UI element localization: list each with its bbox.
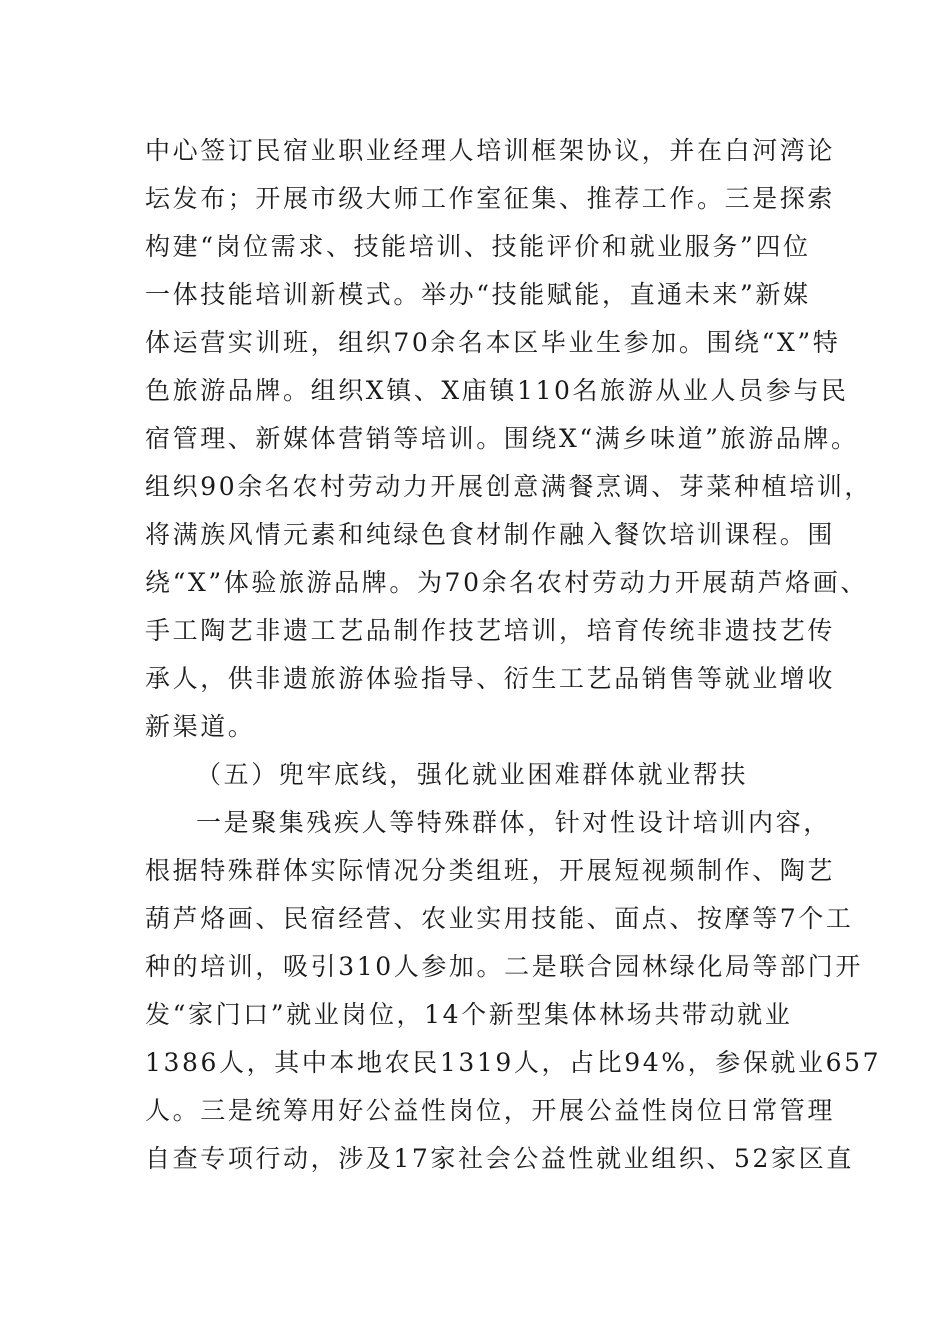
body-text-line: 种的培训，吸引310人参加。二是联合园林绿化局等部门开 bbox=[145, 952, 863, 981]
body-text-line: 宿管理、新媒体营销等培训。围绕X“满乡味道”旅游品牌。 bbox=[145, 424, 859, 453]
body-text-line: 色旅游品牌。组织X镇、X庙镇110名旅游从业人员参与民 bbox=[145, 376, 849, 405]
body-text-line: 将满族风情元素和纯绿色食材制作融入餐饮培训课程。围 bbox=[145, 520, 836, 549]
body-text-line: 自查专项行动，涉及17家社会公益性就业组织、52家区直 bbox=[145, 1144, 854, 1173]
body-text-line: 根据特殊群体实际情况分类组班，开展短视频制作、陶艺 bbox=[145, 856, 836, 885]
body-text-line: 手工陶艺非遗工艺品制作技艺培训，培育传统非遗技艺传 bbox=[145, 616, 836, 645]
body-text-line: 发“家门口”就业岗位，14个新型集体林场共带动就业 bbox=[145, 1000, 793, 1029]
body-text-line: 葫芦烙画、民宿经营、农业实用技能、面点、按摩等7个工 bbox=[145, 904, 854, 933]
body-text-line: 体运营实训班，组织70余名本区毕业生参加。围绕“X”特 bbox=[145, 328, 841, 357]
body-text-line: 一是聚集残疾人等特殊群体，针对性设计培训内容， bbox=[196, 808, 831, 837]
body-text-line: 人。三是统筹用好公益性岗位，开展公益性岗位日常管理 bbox=[145, 1096, 836, 1125]
body-text-line: 构建“岗位需求、技能培训、技能评价和就业服务”四位 bbox=[145, 232, 811, 261]
body-text-line: 承人，供非遗旅游体验指导、衍生工艺品销售等就业增收 bbox=[145, 664, 836, 693]
body-text-line: 绕“X”体验旅游品牌。为70余名农村劳动力开展葫芦烙画、 bbox=[145, 568, 868, 597]
body-text-line: 组织90余名农村劳动力开展创意满餐烹调、芽菜种植培训， bbox=[145, 472, 873, 501]
body-text-line: 新渠道。 bbox=[145, 712, 256, 741]
body-text-line: 一体技能培训新模式。举办“技能赋能，直通未来”新媒 bbox=[145, 280, 811, 309]
section-heading: （五）兜牢底线，强化就业困难群体就业帮扶 bbox=[196, 760, 749, 789]
body-text-line: 1386人，其中本地农民1319人，占比94%，参保就业657 bbox=[145, 1048, 882, 1077]
body-text-line: 中心签订民宿业职业经理人培训框架协议，并在白河湾论 bbox=[145, 136, 836, 165]
body-text-line: 坛发布；开展市级大师工作室征集、推荐工作。三是探索 bbox=[145, 184, 836, 213]
